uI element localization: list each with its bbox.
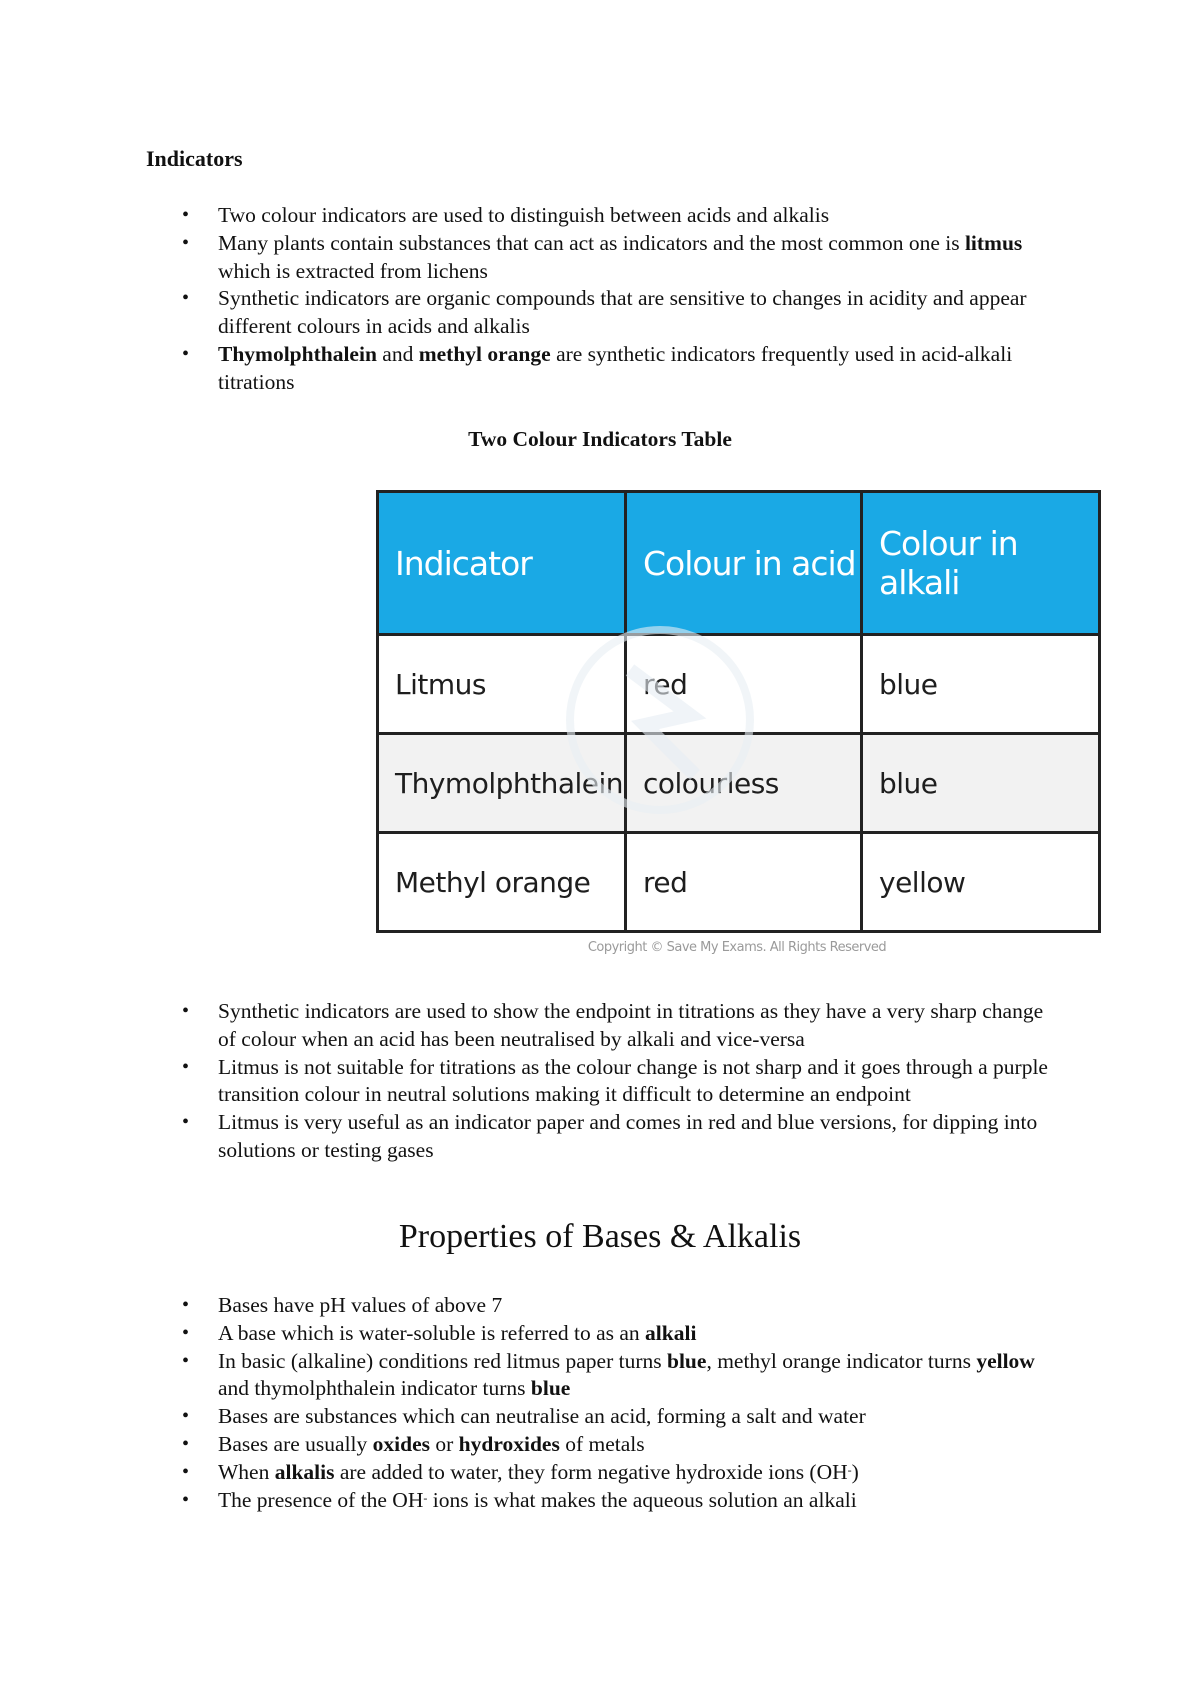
- list-item: • Bases are substances which can neutralise an acid, forming a salt and water: [146, 1403, 1066, 1431]
- table-cell: red: [626, 635, 862, 734]
- intro-bullet-list: [146, 202, 1066, 397]
- table-cell: Methyl orange: [378, 833, 626, 932]
- table-cell: Litmus: [378, 635, 626, 734]
- endpoint-bullet-list: [146, 998, 1066, 1165]
- copyright-notice: Copyright © Save My Exams. All Rights Reserved: [587, 940, 887, 955]
- list-item: • In basic (alkaline) conditions red litmus paper turns blue, methyl orange indicator turns yellow and thymolphthalein indicator turns blue: [146, 1348, 1066, 1404]
- list-item: • Thymolphthalein and methyl orange are synthetic indicators frequently used in acid-alkali titrations: [146, 341, 1066, 397]
- bold-term: blue: [667, 1348, 707, 1373]
- header-cell: Colour in acid: [626, 492, 862, 635]
- list-item: • When alkalis are added to water, they form negative hydroxide ions (OH-): [146, 1459, 1066, 1487]
- list-item: • A base which is water-soluble is referred to as an alkali: [146, 1320, 1066, 1348]
- table-cell: blue: [862, 635, 1100, 734]
- indicators-table-figure: [376, 490, 1098, 928]
- list-item: • Many plants contain substances that can act as indicators and the most common one is litmus which is extracted from lichens: [146, 230, 1066, 286]
- table-cell: yellow: [862, 833, 1100, 932]
- section-title: Properties of Bases & Alkalis: [398, 1218, 802, 1255]
- header-cell: Indicator: [378, 492, 626, 635]
- table-cell: blue: [862, 734, 1100, 833]
- bold-term: alkali: [645, 1320, 697, 1345]
- bold-term: Thymolphthalein: [218, 341, 377, 366]
- bold-term: oxides: [372, 1431, 430, 1456]
- table-row: [378, 734, 1100, 833]
- bases-bullet-list: [146, 1292, 1066, 1514]
- list-item: • Two colour indicators are used to distinguish between acids and alkalis: [146, 202, 1066, 230]
- bold-term: methyl orange: [418, 341, 551, 366]
- table-cell: colourless: [626, 734, 862, 833]
- indicators-table: [376, 490, 1101, 933]
- header-cell: Colour in alkali: [862, 492, 1100, 635]
- list-item: • Litmus is very useful as an indicator paper and comes in red and blue versions, for dipping into solutions or testing gases: [146, 1109, 1066, 1165]
- list-item: • Bases are usually oxides or hydroxides of metals: [146, 1431, 1066, 1459]
- list-item: • Synthetic indicators are organic compounds that are sensitive to changes in acidity and appear different colours in acids and alkalis: [146, 285, 1066, 341]
- bold-term: hydroxides: [458, 1431, 560, 1456]
- bold-term: blue: [530, 1376, 571, 1401]
- bold-term: alkalis: [274, 1459, 335, 1484]
- list-item: • Litmus is not suitable for titrations as the colour change is not sharp and it goes through a purple transition colour in neutral solutions making it difficult to determine an endpoint: [146, 1054, 1066, 1110]
- table-header-row: [378, 492, 1100, 635]
- table-row: [378, 833, 1100, 932]
- table-cell: Thymolphthalein: [378, 734, 626, 833]
- indicators-heading: Indicators: [146, 146, 243, 171]
- list-item: • Synthetic indicators are used to show the endpoint in titrations as they have a very sharp change of colour when an acid has been neutralised by alkali and vice-versa: [146, 998, 1066, 1054]
- list-item: • The presence of the OH- ions is what makes the aqueous solution an alkali: [146, 1487, 1066, 1515]
- table-caption: Two Colour Indicators Table: [468, 427, 732, 451]
- bold-term: yellow: [976, 1348, 1035, 1373]
- list-item: • Bases have pH values of above 7: [146, 1292, 1066, 1320]
- table-row: [378, 635, 1100, 734]
- table-cell: red: [626, 833, 862, 932]
- bold-term: litmus: [964, 230, 1023, 255]
